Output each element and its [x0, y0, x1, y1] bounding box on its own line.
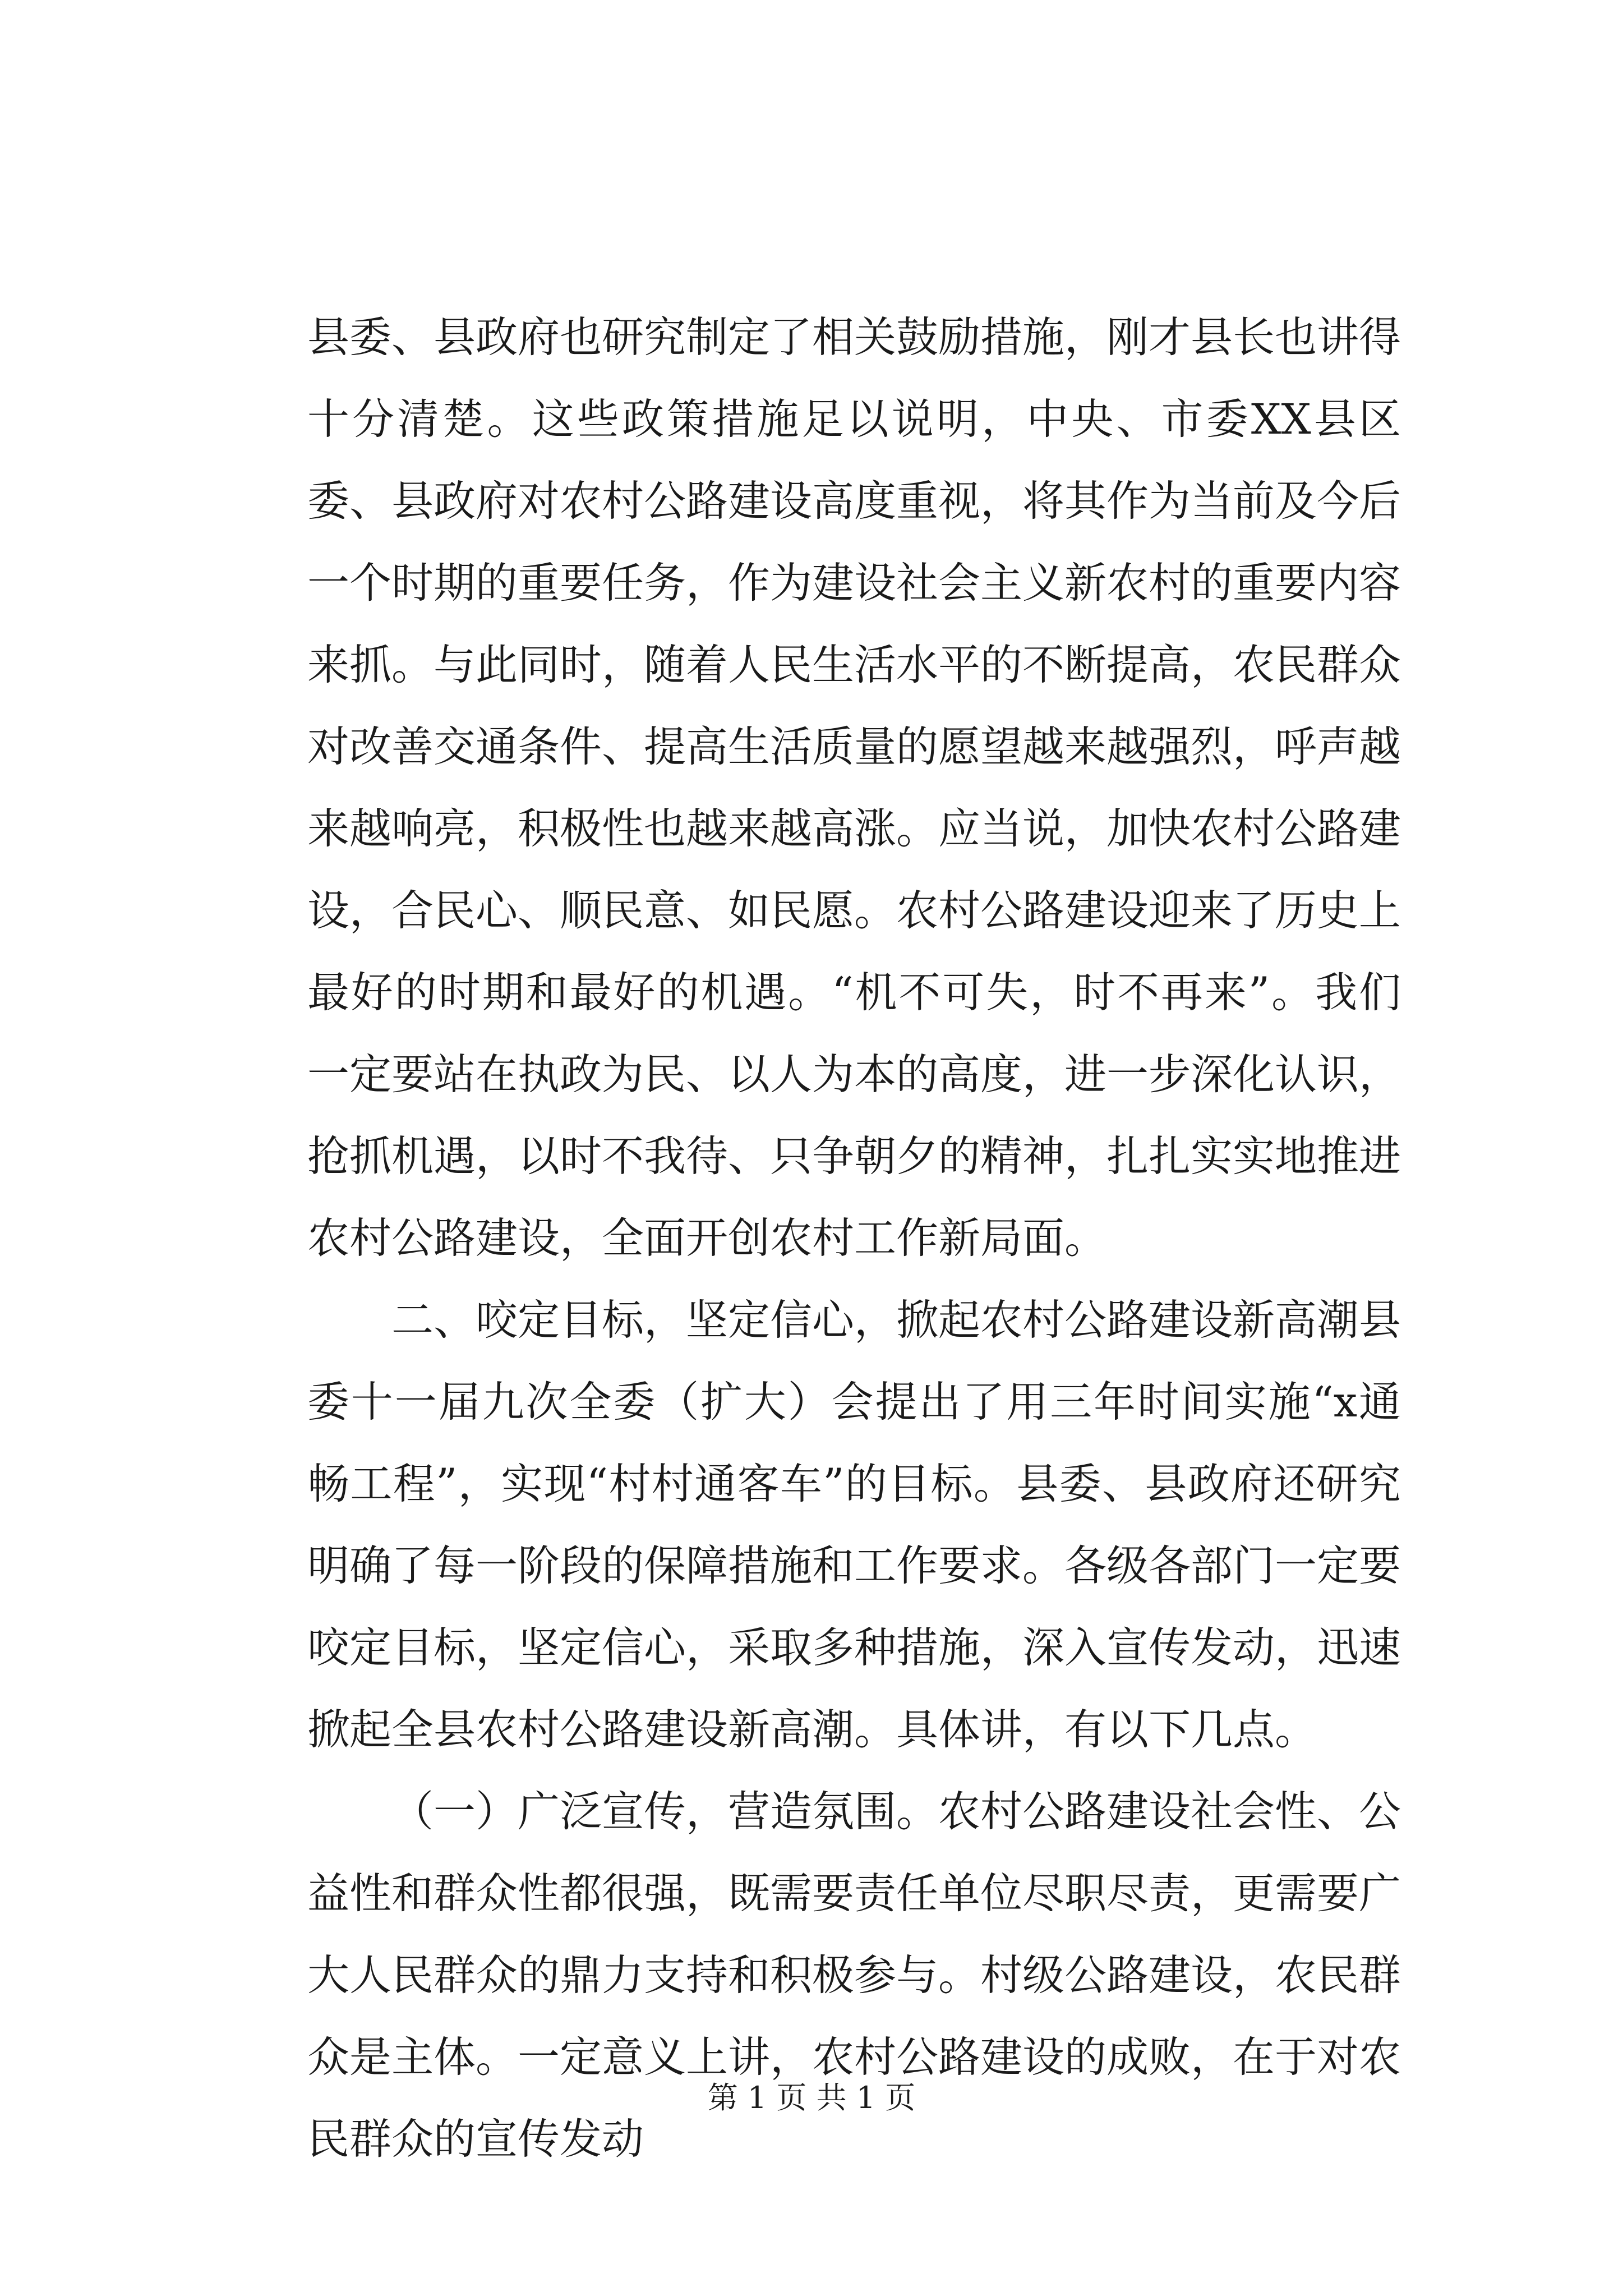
paragraph-subsection-one: （一）广泛宣传，营造氛围。农村公路建设社会性、公益性和群众性都很强，既需要责任单位尽职尽责，更需要广大人民群众的鼎力支持和积极参与。村级公路建设，农民群众是主体。一定意义上讲，农村公路建设的成败，在于对农民群众的宣传发动 — [307, 1787, 1401, 2164]
document-body — [307, 296, 1401, 2180]
page-footer: 第 1 页 共 1 页 — [707, 2080, 916, 2115]
paragraph-continuation: 县委、县政府也研究制定了相关鼓励措施，刚才县长也讲得十分清楚。这些政策措施足以说明，中央、市委XX县区委、县政府对农村公路建设高度重视，将其作为当前及今后一个时期的重要任务，作为建设社会主义新农村的重要内容来抓。与此同时，随着人民生活水平的不断提高，农民群众对改善交通条件、提高生活质量的愿望越来越强烈，呼声越来越响亮，积极性也越来越高涨。应当说，加快农村公路建设，合民心、顺民意、如民愿。农村公路建设迎来了历史上最好的时期和最好的机遇。“机不可失，时不再来”。我们一定要站在执政为民、以人为本的高度，进一步深化认识，抢抓机遇，以时不我待、只争朝夕的精神，扎扎实实地推进农村公路建设，全面开创农村工作新局面。 — [307, 312, 1401, 1263]
paragraph-section-two: 二、咬定目标，坚定信心，掀起农村公路建设新高潮县委十一届九次全委（扩大）会提出了用三年时间实施“x通畅工程”，实现“村村通客车”的目标。县委、县政府还研究明确了每一阶段的保障措施和工作要求。各级各部门一定要咬定目标，坚定信心，采取多种措施，深入宣传发动，迅速掀起全县农村公路建设新高潮。具体讲，有以下几点。 — [307, 1295, 1401, 1754]
